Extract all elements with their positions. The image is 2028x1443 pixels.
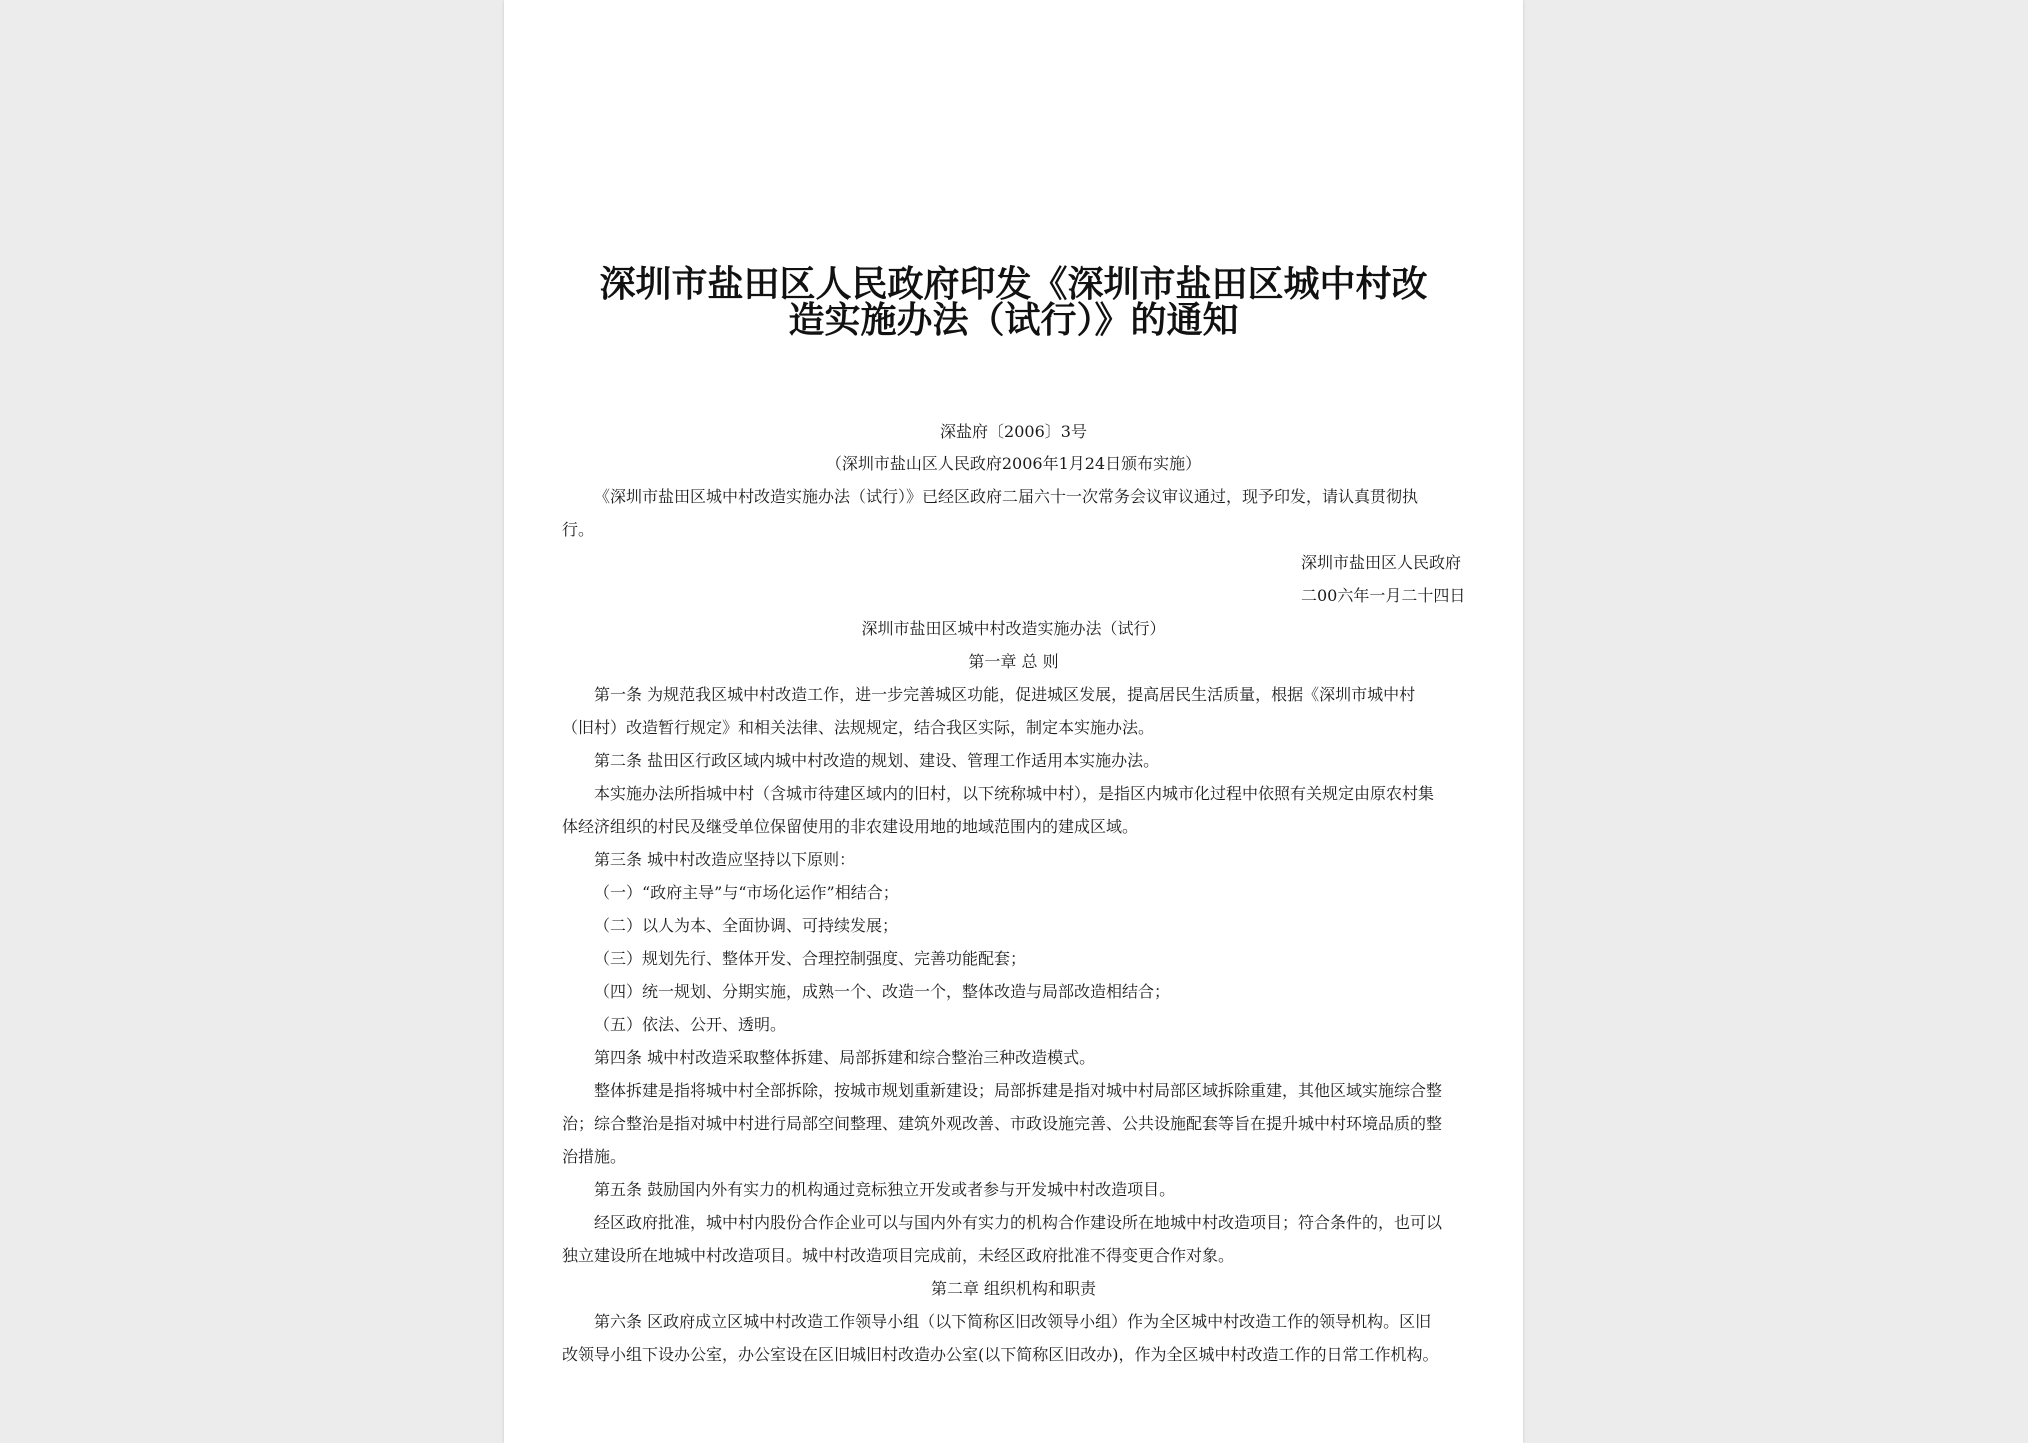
document-title-line-2: 造实施办法（试行）》的通知 — [788, 299, 1239, 341]
measures-title: 深圳市盐田区城中村改造实施办法（试行） — [861, 619, 1166, 638]
principle-item: （一）“政府主导”与“市场化运作”相结合； — [594, 883, 899, 902]
article-4: 第四条 城中村改造采取整体拆建、局部拆建和综合整治三种改造模式。 — [594, 1048, 1096, 1067]
article-4-definition-line-2: 治；综合整治是指对城中村进行局部空间整理、建筑外观改善、市政设施完善、公共设施配套等旨在提升城中村环境品质的整 — [562, 1114, 1443, 1133]
article-5-detail-line-2: 独立建设所在地城中村改造项目。城中村改造项目完成前，未经区政府批准不得变更合作对象。 — [562, 1246, 1235, 1265]
chapter-2-heading: 第二章 组织机构和职责 — [930, 1279, 1097, 1298]
chapter-1-heading: 第一章 总 则 — [968, 652, 1059, 671]
principle-item: （三）规划先行、整体开发、合理控制强度、完善功能配套； — [594, 949, 1027, 968]
article-4-definition-line-3: 治措施。 — [562, 1147, 627, 1166]
article-2: 第二条 盐田区行政区域内城中村改造的规划、建设、管理工作适用本实施办法。 — [594, 751, 1160, 770]
document-title-line-1: 深圳市盐田区人民政府印发《深圳市盐田区城中村改 — [599, 263, 1428, 305]
doc-number: 深盐府〔2006〕3号 — [940, 422, 1087, 441]
article-6-line-1: 第六条 区政府成立区城中村改造工作领导小组（以下简称区旧改领导小组）作为全区城中村改造工作的领导机构。区旧 — [594, 1312, 1432, 1331]
article-4-definition-line-1: 整体拆建是指将城中村全部拆除，按城市规划重新建设；局部拆建是指对城中村局部区域拆除重建，其他区域实施综合整 — [594, 1081, 1443, 1100]
issue-note: （深圳市盐山区人民政府2006年1月24日颁布实施） — [825, 454, 1202, 473]
article-2-definition-line-1: 本实施办法所指城中村（含城市待建区域内的旧村，以下统称城中村），是指区内城市化过程中依照有关规定由原农村集 — [594, 784, 1435, 803]
intro-line-1: 《深圳市盐田区城中村改造实施办法（试行）》已经区政府二届六十一次常务会议审议通过，现予印发，请认真贯彻执 — [594, 487, 1419, 506]
principle-item: （四）统一规划、分期实施，成熟一个、改造一个，整体改造与局部改造相结合； — [594, 982, 1171, 1001]
intro-line-2: 行。 — [562, 520, 595, 539]
signature-issuer: 深圳市盐田区人民政府 — [1301, 553, 1462, 572]
article-1-line-1: 第一条 为规范我区城中村改造工作，进一步完善城区功能，促进城区发展，提高居民生活质量，根据《深圳市城中村 — [594, 685, 1416, 704]
signature-date: 二00六年一月二十四日 — [1301, 586, 1466, 605]
principle-item: （五）依法、公开、透明。 — [594, 1015, 787, 1034]
article-1-line-2: （旧村）改造暂行规定》和相关法律、法规规定，结合我区实际，制定本实施办法。 — [562, 718, 1155, 737]
document-page — [504, 0, 1523, 1443]
article-5: 第五条 鼓励国内外有实力的机构通过竞标独立开发或者参与开发城中村改造项目。 — [594, 1180, 1176, 1199]
article-2-definition-line-2: 体经济组织的村民及继受单位保留使用的非农建设用地的地域范围内的建成区域。 — [562, 817, 1139, 836]
principle-item: （二）以人为本、全面协调、可持续发展； — [594, 916, 899, 935]
article-5-detail-line-1: 经区政府批准，城中村内股份合作企业可以与国内外有实力的机构合作建设所在地城中村改造项目；符合条件的，也可以 — [594, 1213, 1443, 1232]
article-6-line-2: 改领导小组下设办公室，办公室设在区旧城旧村改造办公室(以下简称区旧改办)，作为全区城中村改造工作的日常工作机构。 — [562, 1345, 1439, 1364]
article-3: 第三条 城中村改造应坚持以下原则： — [594, 850, 856, 869]
